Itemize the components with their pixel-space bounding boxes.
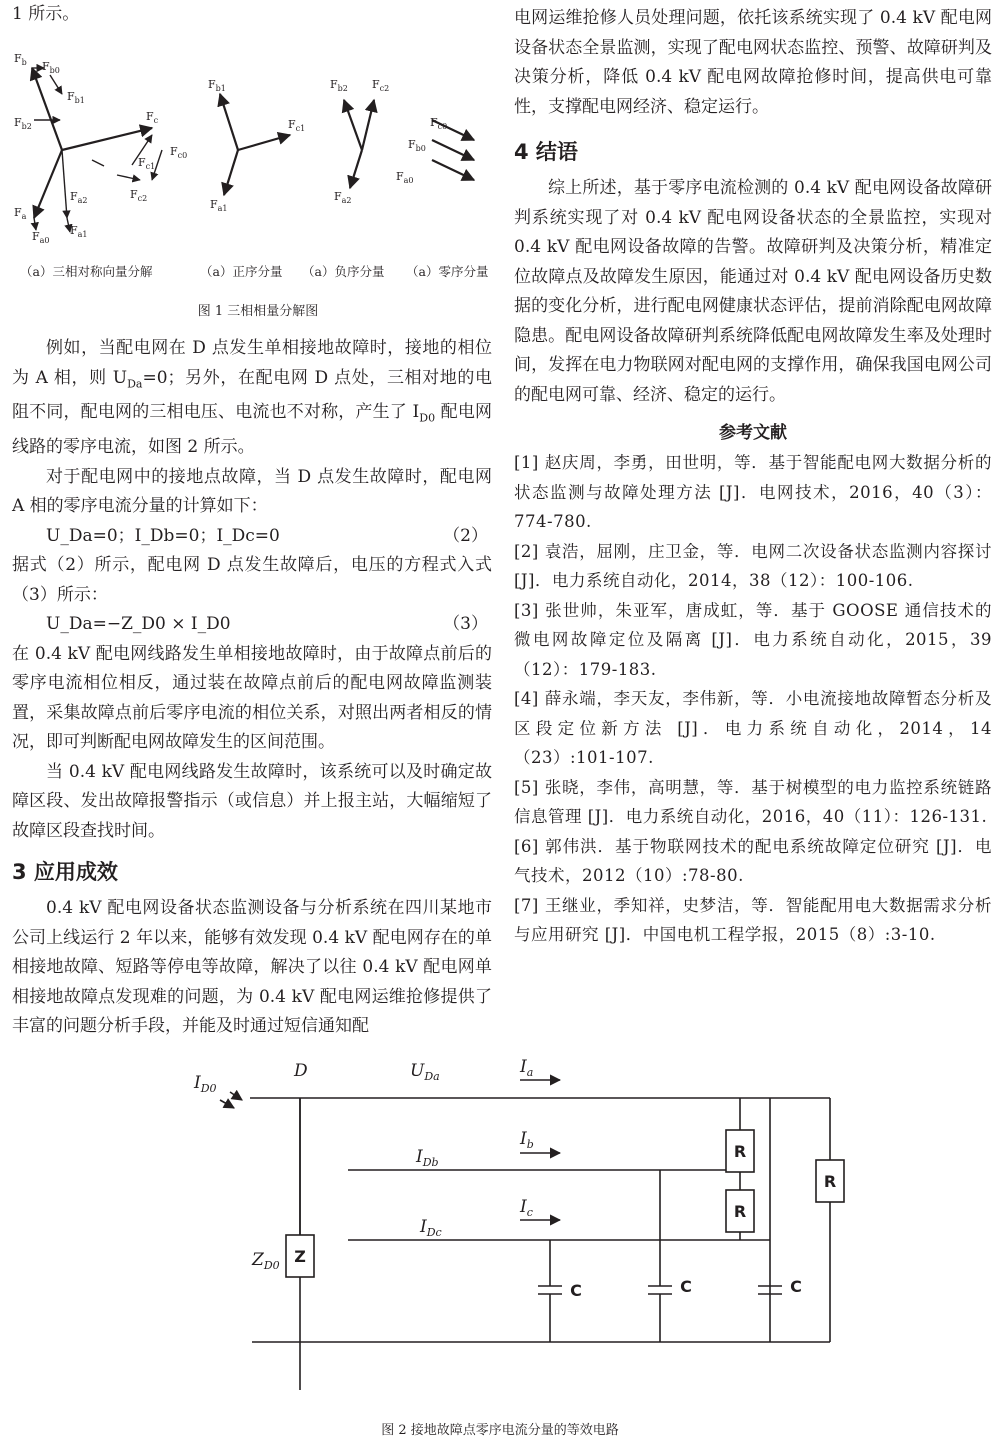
label-neg-Fb2: $F_{b2}$ <box>330 78 348 93</box>
R-box-label: R <box>823 1172 837 1191</box>
label-Fa0: $F_{a0}$ <box>32 230 50 245</box>
fig1-caption: 图 1 三相相量分解图 <box>197 304 319 319</box>
C-label: C <box>570 1281 582 1300</box>
label-neg-Fa2: $F_{a2}$ <box>334 190 352 205</box>
fig1-subcaption-c: （a）负序分量 <box>302 264 385 279</box>
label-Ic: $I_c$ <box>520 1197 533 1219</box>
label-Fc2: $F_{c2}$ <box>130 188 148 203</box>
label-pos-Fa1: $F_{a1}$ <box>210 198 228 213</box>
reference-item: [1] 赵庆周，李勇，田世明，等．基于智能配电网大数据分析的状态监测与故障处理方法 [J]．电网技术，2016，40（3）：774-780. <box>514 453 992 531</box>
fig1-subcaption-b: （a）正序分量 <box>200 264 283 279</box>
label-pos-Fc1: $F_{c1}$ <box>288 118 306 133</box>
label-Fb1: $F_{b1}$ <box>67 90 85 105</box>
label-pos-Fb1: $F_{b1}$ <box>208 78 226 93</box>
paragraph-continued: 电网运维抢修人员处理问题，依托该系统实现了 0.4 kV 配电网设备状态全景监测，实现了配电网状态监控、预警、故障研判及决策分析，降低 0.4 kV 配电网故障抢修时间，提高供电可靠性，支撑配电网经济、稳定运行。 <box>514 8 992 117</box>
label-Ib: $I_b$ <box>520 1129 534 1151</box>
Fa-vector <box>34 150 62 218</box>
label-Fb2: $F_{b2}$ <box>14 116 32 131</box>
paragraph-eq3-intro: 据式（2）所示，配电网 D 点发生故障后，电压的方程式入式（3）所示： <box>12 555 492 605</box>
paragraph-ground-fault: 对于配电网中的接地点故障，当 D 点发生故障时，配电网 A 相的零序电流分量的计算如下： <box>12 466 492 517</box>
equation-3: U_Da=−Z_D0 × I_D0 （3） <box>46 614 488 635</box>
paragraph-example: 例如，当配电网在 D 点发生单相接地故障时，接地的相位为 A 相，则 $U_{Da}=0$；另外，在配电网 D 点处，三相对地的电阻不同，配电网的三相电压、电流也不对称，产生了 $I_{D0}$ 配电网线路的零序电流，如图 2 所示。 <box>12 338 492 458</box>
label-Fc1: $F_{c1}$ <box>138 156 156 171</box>
label-IDb: $I_{Db}$ <box>416 1147 439 1169</box>
Fc-vector <box>62 128 152 150</box>
label-ID0: $I_{D0}$ <box>194 1073 217 1095</box>
reference-item: [5] 张晓，李伟，高明慧，等．基于树模型的电力监控系统链路信息管理 [J]．电力系统自动化，2016，40（11）：126-131. <box>514 777 992 826</box>
section-heading-3: 3 应用成效 <box>12 860 118 885</box>
label-Fa1: $F_{a1}$ <box>70 224 88 239</box>
paragraph-fault-section: 当 0.4 kV 配电网线路发生故障时，该系统可以及时确定故障区段、发出故障报警指示（或信息）并上报主站，大幅缩短了故障区段查找时间。 <box>12 761 492 841</box>
label-zero-Fb0: $F_{b0}$ <box>408 138 426 153</box>
paragraph-phase-relation: 在 0.4 kV 配电网线路发生单相接地故障时，由于故障点前后的零序电流相位相反，通过装在故障点前后的配电网故障监测装置，采集故障点前后零序电流的相位关系，对照出两者相反的情况，即可判断配电网故障发生的区间范围。 <box>12 643 492 753</box>
top-line: 1 所示。 <box>12 4 80 24</box>
section-heading-4: 4 结语 <box>514 140 578 164</box>
reference-item: [4] 薛永端，李天友，李伟新，等．小电流接地故障暂态分析及区段定位新方法 [J]．电力系统自动化，2014，14（23）:101-107. <box>514 689 992 767</box>
figure-1-phasor-diagram <box>12 40 504 330</box>
R-box-label: R <box>733 1202 747 1221</box>
label-ZD0: $Z_{D0}$ <box>252 1250 280 1272</box>
paragraph-application: 0.4 kV 配电网设备状态监测设备与分析系统在四川某地市公司上线运行 2 年以来，能够有效发现 0.4 kV 配电网存在的单相接地故障、短路等停电等故障，解决了以往 0.4 kV 配电网单相接地故障点发现难的问题，为 0.4 kV 配电网运维抢修提供了丰富的问题分析手段，并能及时通过短信通知配 <box>12 898 492 1037</box>
label-zero-Fc0: $F_{c0}$ <box>430 116 448 131</box>
fig1-subcaption-d: （a）零序分量 <box>406 264 489 279</box>
label-zero-Fa0: $F_{a0}$ <box>396 170 414 185</box>
reference-item: [3] 张世帅，朱亚军，唐成虹，等．基于 GOOSE 通信技术的微电网故障定位及隔离 [J]．电力系统自动化，2015，39（12）：179-183. <box>514 600 992 679</box>
label-Fa2: $F_{a2}$ <box>70 190 88 205</box>
label-Fa: $F_a$ <box>14 206 27 221</box>
label-UDa: $U_{Da}$ <box>410 1061 440 1083</box>
paragraph-conclusion: 综上所述，基于零序电流检测的 0.4 kV 配电网设备故障研判系统实现了对 0.4 kV 配电网设备状态的全景监控，实现对 0.4 kV 配电网设备故障的告警。故障研判及决策分析，精准定位故障点及故障发生原因，能通过对 0.4 kV 配电网设备历史数据的变化分析，进行配电网健康状态评估，提前消除配电网故障隐患。配电网设备故障研判系统降低配电网故障发生率及处理时间，发挥在电力物联网对配电网的支撑作用，确保我国电网公司的配电网可靠、经济、稳定的运行。 <box>514 178 992 405</box>
label-D: D <box>294 1061 308 1081</box>
label-Fc0: $F_{c0}$ <box>170 145 188 160</box>
reference-item: [7] 王继业，季知祥，史梦洁，等．智能配用电大数据需求分析与应用研究 [J]．中国电机工程学报，2015（8）:3-10. <box>514 895 992 944</box>
label-Fc: $F_c$ <box>146 110 159 125</box>
fig1-subcaption-a: （a）三相对称向量分解 <box>20 264 153 279</box>
references-title: 参考文献 <box>719 423 787 443</box>
figure-2-equivalent-circuit <box>190 1050 850 1390</box>
R-box-label: R <box>733 1142 747 1161</box>
Fb-vector <box>32 68 62 150</box>
fig2-caption: 图 2 接地故障点零序电流分量的等效电路 <box>381 1423 619 1438</box>
label-Ia: $I_a$ <box>520 1057 534 1079</box>
label-neg-Fc2: $F_{c2}$ <box>372 78 390 93</box>
C-label: C <box>680 1277 692 1296</box>
Z-box-label: Z <box>294 1247 306 1266</box>
C-label: C <box>790 1277 802 1296</box>
left-body-text <box>12 334 492 1042</box>
reference-item: [2] 袁浩，屈刚，庄卫金，等．电网二次设备状态监测内容探讨 [J]．电力系统自动化，2014，38（12）：100-106. <box>514 541 992 590</box>
right-column <box>514 0 992 950</box>
label-IDc: $I_{Dc}$ <box>420 1217 442 1239</box>
equation-2: U_Da=0；I_Db=0；I_Dc=0 （2） <box>46 525 488 546</box>
label-Fb0: $F_{b0}$ <box>42 60 60 75</box>
label-Fb: $F_b$ <box>14 52 27 67</box>
reference-item: [6] 郭伟洪．基于物联网技术的配电系统故障定位研究 [J]．电气技术，2012（10）:78-80. <box>514 836 992 885</box>
